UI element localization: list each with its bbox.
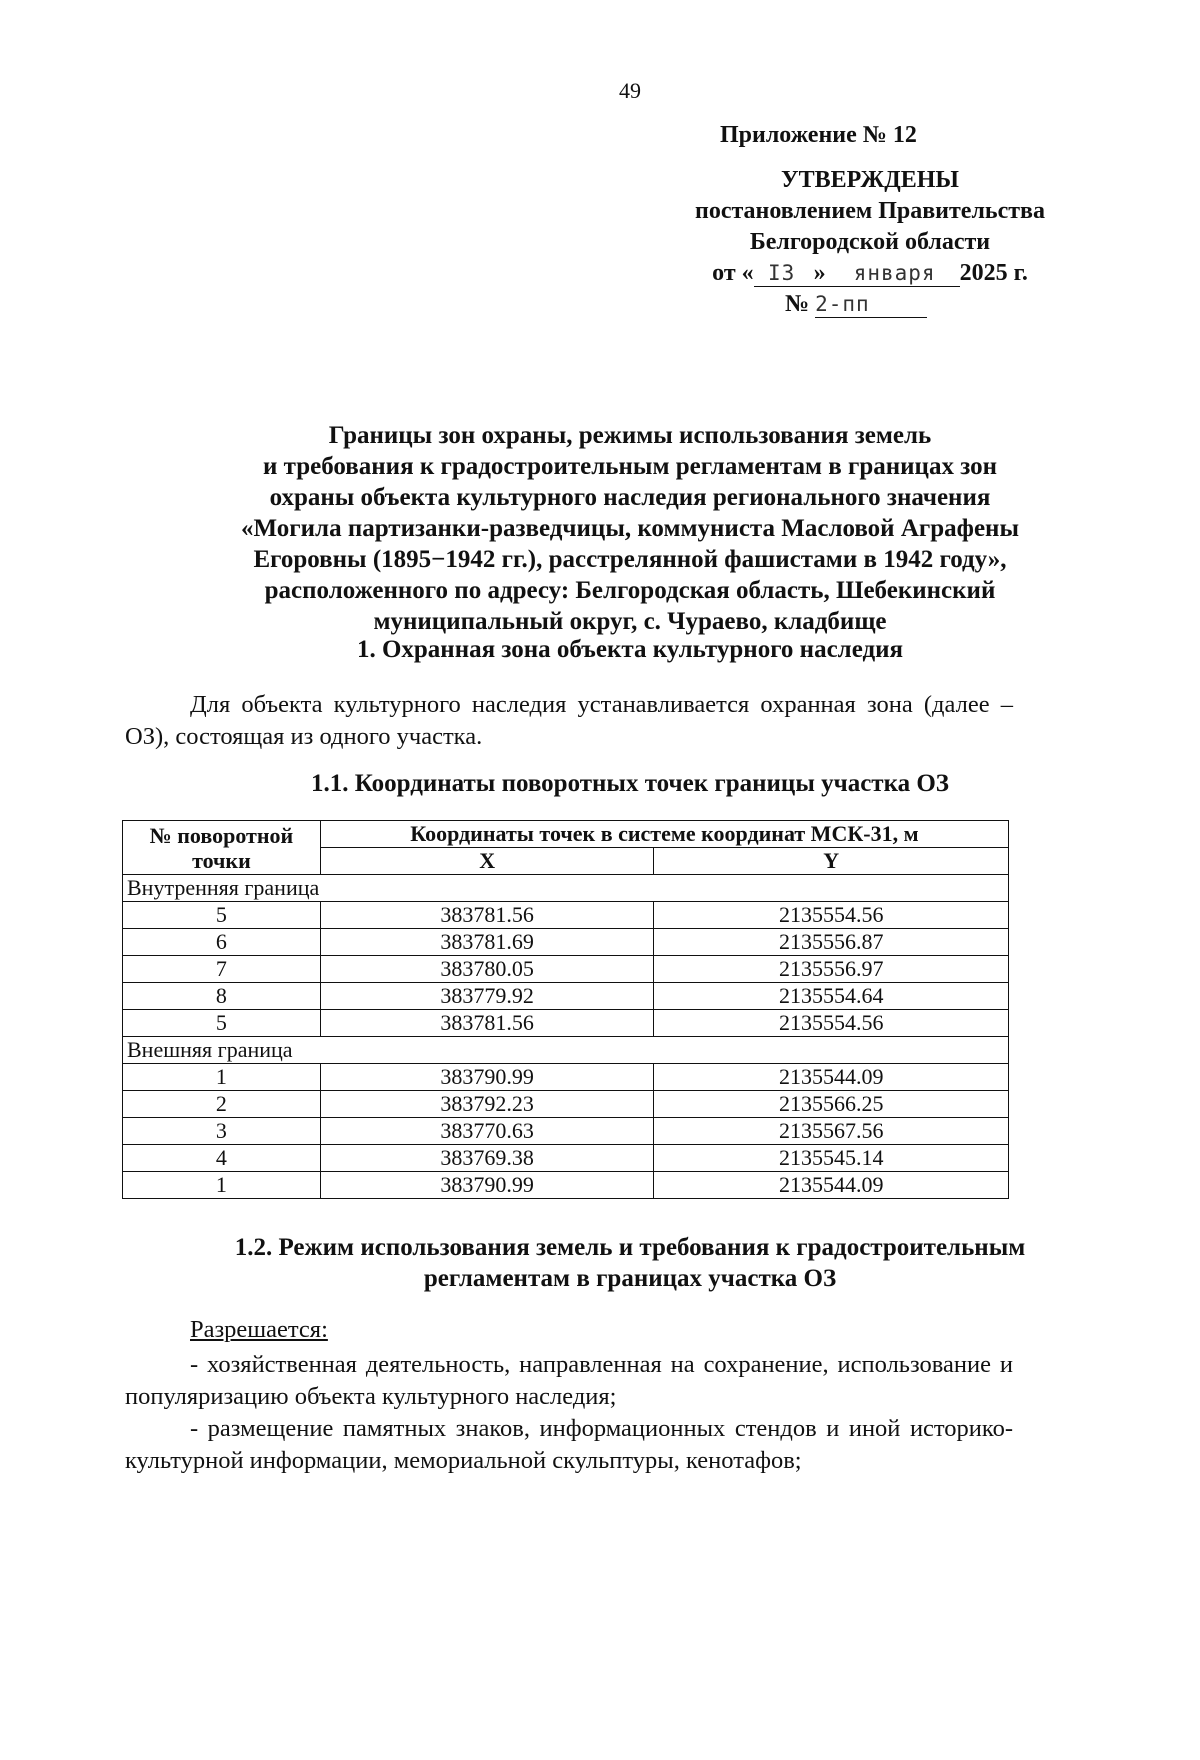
section-1-2-line-2: регламентам в границах участка ОЗ <box>423 1265 837 1292</box>
approval-line-1: постановлением Правительства <box>694 198 1045 224</box>
cell-y: 2135567.56 <box>654 1118 1009 1145</box>
cell-point: 4 <box>123 1145 321 1172</box>
title-line: Границы зон охраны, режимы использования земель <box>328 422 932 449</box>
title-line: охраны объекта культурного наследия регионального значения <box>269 484 991 511</box>
title-line: Егоровны (1895−1942 гг.), расстрелянной фашистами в 1942 году», <box>253 546 1007 573</box>
date-prefix: от « <box>712 260 754 286</box>
group-label: Внутренняя граница <box>123 875 1009 902</box>
table-row <box>123 1010 1009 1037</box>
header-point-line-2: точки <box>192 847 251 873</box>
cell-x: 383792.23 <box>320 1091 654 1118</box>
cell-y: 2135544.09 <box>654 1064 1009 1091</box>
cell-y: 2135554.56 <box>654 902 1009 929</box>
appendix-label: Приложение № 12 <box>720 122 917 148</box>
cell-x: 383779.92 <box>320 983 654 1010</box>
table-row <box>123 929 1009 956</box>
date-year: 2025 г. <box>959 260 1028 286</box>
table-row <box>123 983 1009 1010</box>
section-1-2-line-1: 1.2. Режим использования земель и требования к градостроительным <box>234 1234 1026 1261</box>
approval-line-2: Белгородской области <box>749 229 991 255</box>
cell-y: 2135544.09 <box>654 1172 1009 1199</box>
number-value: 2-пп <box>815 291 927 318</box>
cell-x: 383770.63 <box>320 1118 654 1145</box>
cell-point: 6 <box>123 929 321 956</box>
cell-x: 383781.69 <box>320 929 654 956</box>
approval-date <box>640 258 1100 289</box>
table-row <box>123 1118 1009 1145</box>
cell-x: 383780.05 <box>320 956 654 983</box>
approval-number <box>612 289 1100 320</box>
coordinates-table <box>122 820 1009 1199</box>
title-line: муниципальный округ, с. Чураево, кладбище <box>373 608 887 635</box>
table-row <box>123 1064 1009 1091</box>
date-day: I3 <box>754 260 810 287</box>
cell-x: 383790.99 <box>320 1064 654 1091</box>
approval-heading: УТВЕРЖДЕНЫ <box>781 167 959 193</box>
title-line: «Могила партизанки-разведчицы, коммуниста Масловой Аграфены <box>241 515 1019 542</box>
cell-point: 2 <box>123 1091 321 1118</box>
header-coordinates: Координаты точек в системе координат МСК-31, м <box>320 821 1008 848</box>
cell-y: 2135545.14 <box>654 1145 1009 1172</box>
allowed-item: - хозяйственная деятельность, направленная на сохранение, использование и популяризацию объекта культурного наследия; <box>125 1351 1013 1410</box>
header-x: X <box>320 848 654 875</box>
cell-point: 7 <box>123 956 321 983</box>
group-row-outer <box>123 1037 1009 1064</box>
header-y: Y <box>654 848 1009 875</box>
allowed-item: - размещение памятных знаков, информационных стендов и иной историко-культурной информации, мемориальной скульптуры, кенотафов; <box>125 1415 1013 1474</box>
cell-y: 2135554.56 <box>654 1010 1009 1037</box>
header-point-number <box>123 821 321 875</box>
number-prefix: № <box>784 291 810 317</box>
table-row <box>123 956 1009 983</box>
title-line: и требования к градостроительным регламентам в границах зон <box>262 453 998 480</box>
section-1-1-heading: 1.1. Координаты поворотных точек границы участка ОЗ <box>311 770 949 797</box>
table-row <box>123 1091 1009 1118</box>
document-title <box>125 420 1135 637</box>
section-1-text: Для объекта культурного наследия устанавливается охранная зона (далее – ОЗ), состоящая из одного участка. <box>125 691 1013 750</box>
approval-block <box>640 165 1100 320</box>
cell-x: 383769.38 <box>320 1145 654 1172</box>
table-row <box>123 1145 1009 1172</box>
table-row <box>123 1172 1009 1199</box>
cell-y: 2135566.25 <box>654 1091 1009 1118</box>
title-line: расположенного по адресу: Белгородская область, Шебекинский <box>264 577 996 604</box>
cell-point: 1 <box>123 1064 321 1091</box>
group-row-inner <box>123 875 1009 902</box>
cell-y: 2135554.64 <box>654 983 1009 1010</box>
cell-x: 383781.56 <box>320 1010 654 1037</box>
allowed-label: Разрешается: <box>190 1316 328 1343</box>
table-row <box>123 902 1009 929</box>
cell-point: 3 <box>123 1118 321 1145</box>
cell-x: 383790.99 <box>320 1172 654 1199</box>
page-number: 49 <box>619 78 641 103</box>
cell-point: 5 <box>123 902 321 929</box>
cell-x: 383781.56 <box>320 902 654 929</box>
date-mid: » <box>810 260 830 287</box>
header-point-line-1: № поворотной <box>149 822 294 848</box>
cell-point: 8 <box>123 983 321 1010</box>
section-1-2-heading <box>125 1232 1135 1294</box>
cell-point: 5 <box>123 1010 321 1037</box>
cell-y: 2135556.87 <box>654 929 1009 956</box>
section-1-heading: 1. Охранная зона объекта культурного наследия <box>356 636 904 663</box>
cell-point: 1 <box>123 1172 321 1199</box>
cell-y: 2135556.97 <box>654 956 1009 983</box>
group-label: Внешняя граница <box>123 1037 1009 1064</box>
date-month: января <box>830 260 960 287</box>
